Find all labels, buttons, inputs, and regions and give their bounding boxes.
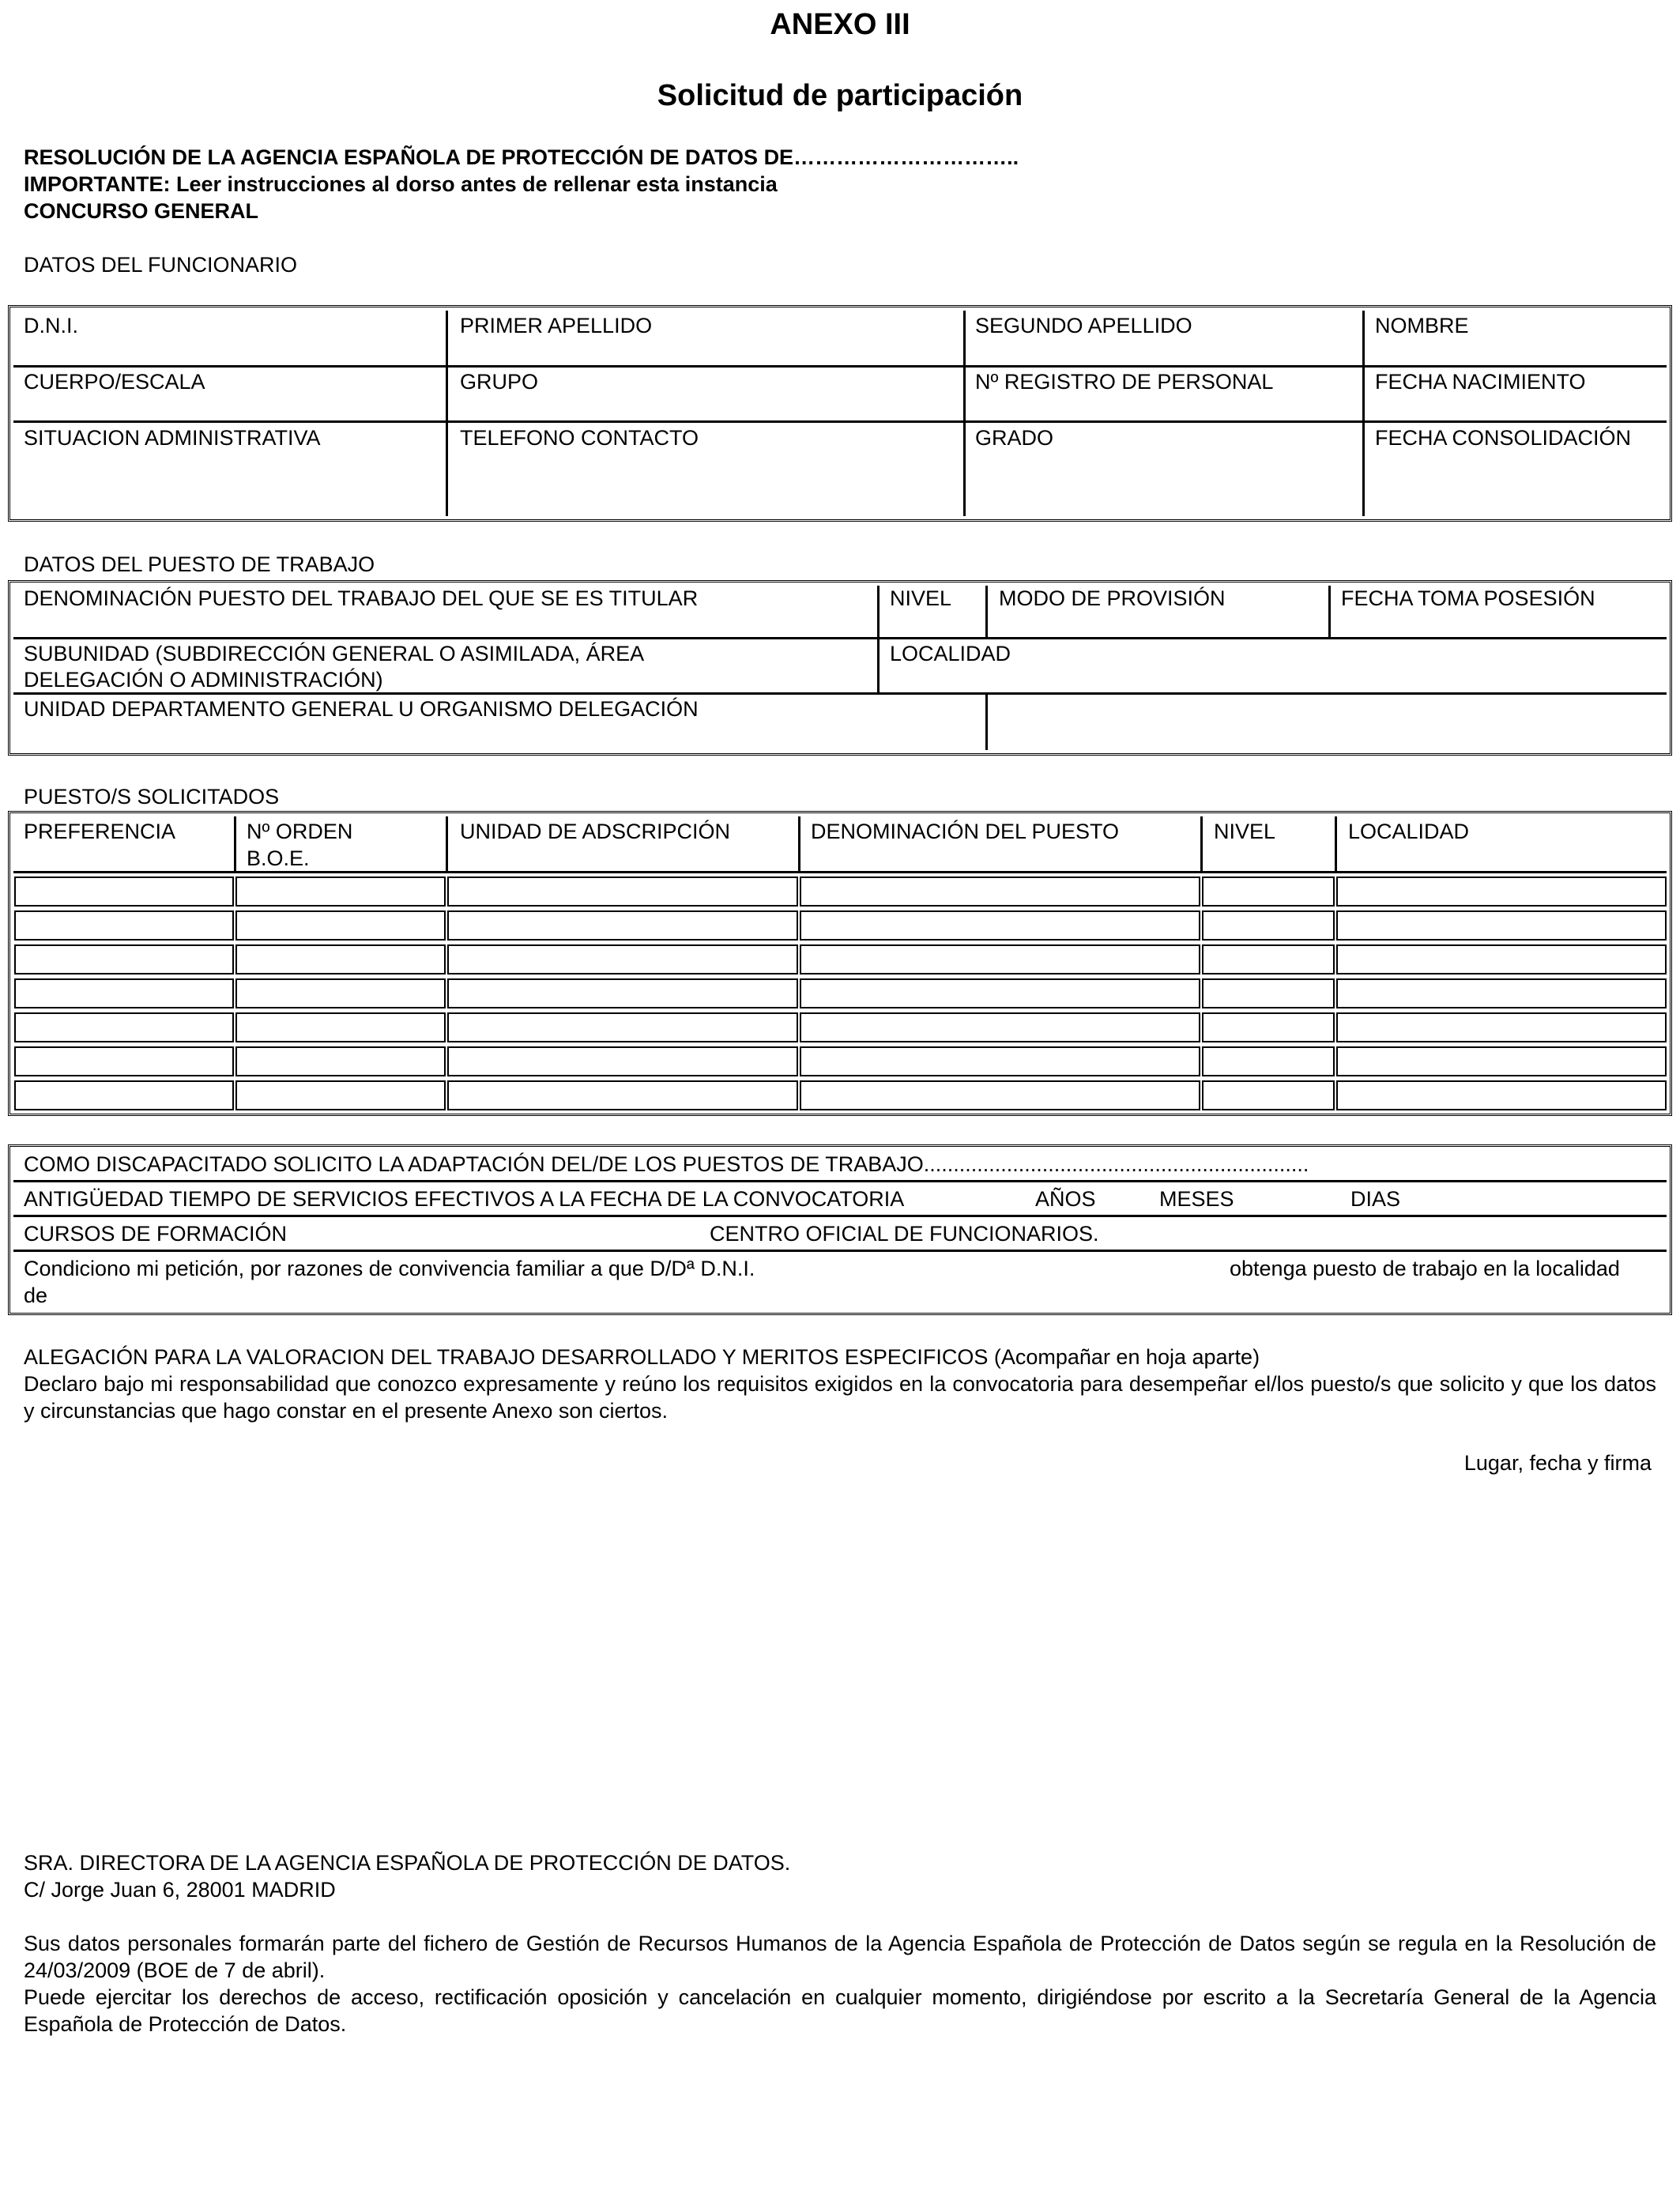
privacy-rights: Puede ejercitar los derechos de acceso, rectificación oposición y cancelación en cualquier momento, dirigiéndose por escrito a la Secretaría General de la Agencia Española de Protección de Datos. bbox=[24, 1985, 1656, 2036]
requested-col-divider bbox=[446, 816, 448, 871]
annex-title: ANEXO III bbox=[770, 8, 910, 41]
job-col-divider bbox=[985, 692, 988, 750]
field-modo-provision[interactable]: MODO DE PROVISIÓN bbox=[999, 586, 1226, 610]
resolution-line: RESOLUCIÓN DE LA AGENCIA ESPAÑOLA DE PROTECCIÓN DE DATOS DE………………………….. bbox=[24, 145, 1019, 169]
important-line bbox=[24, 171, 778, 198]
col-localidad: LOCALIDAD bbox=[1348, 820, 1470, 843]
request-cell[interactable] bbox=[1336, 944, 1667, 974]
officer-col-divider bbox=[446, 311, 448, 516]
field-subunidad-cont: DELEGACIÓN O ADMINISTRACIÓN) bbox=[24, 668, 383, 692]
field-dni[interactable]: D.N.I. bbox=[24, 314, 79, 337]
request-cell[interactable] bbox=[1202, 1046, 1335, 1076]
addressee: SRA. DIRECTORA DE LA AGENCIA ESPAÑOLA DE PROTECCIÓN DE DATOS. bbox=[24, 1851, 791, 1875]
request-cell[interactable] bbox=[1336, 1080, 1667, 1110]
field-registro-personal[interactable]: Nº REGISTRO DE PERSONAL bbox=[975, 370, 1274, 394]
requested-col-divider bbox=[234, 816, 236, 871]
request-cell[interactable] bbox=[235, 1080, 446, 1110]
request-cell[interactable] bbox=[1336, 1046, 1667, 1076]
field-fecha-nacimiento[interactable]: FECHA NACIMIENTO bbox=[1375, 370, 1586, 394]
request-cell[interactable] bbox=[800, 876, 1200, 907]
field-discapacitado[interactable]: COMO DISCAPACITADO SOLICITO LA ADAPTACIÓN DEL/DE LOS PUESTOS DE TRABAJO................................................................. bbox=[24, 1152, 1309, 1176]
field-dias[interactable]: DIAS bbox=[1350, 1187, 1401, 1211]
request-cell[interactable] bbox=[235, 910, 446, 941]
field-centro-oficial[interactable]: CENTRO OFICIAL DE FUNCIONARIOS. bbox=[710, 1222, 1099, 1246]
field-primer-apellido[interactable]: PRIMER APELLIDO bbox=[460, 314, 653, 337]
contest-type: CONCURSO GENERAL bbox=[24, 199, 259, 223]
request-cell[interactable] bbox=[1202, 978, 1335, 1008]
request-cell[interactable] bbox=[235, 1012, 446, 1042]
requested-col-divider bbox=[1335, 816, 1337, 871]
request-cell[interactable] bbox=[447, 1080, 798, 1110]
field-fecha-toma-posesion[interactable]: FECHA TOMA POSESIÓN bbox=[1341, 586, 1595, 610]
request-cell[interactable] bbox=[14, 876, 234, 907]
request-cell[interactable] bbox=[235, 978, 446, 1008]
field-anos[interactable]: AÑOS bbox=[1035, 1187, 1096, 1211]
job-col-divider bbox=[877, 586, 880, 692]
request-cell[interactable] bbox=[800, 1012, 1200, 1042]
field-nivel[interactable]: NIVEL bbox=[890, 586, 952, 610]
extras-row-divider bbox=[13, 1250, 1667, 1252]
col-unidad-adscripcion: UNIDAD DE ADSCRIPCIÓN bbox=[460, 820, 731, 843]
officer-col-divider bbox=[1362, 311, 1365, 516]
request-cell[interactable] bbox=[14, 978, 234, 1008]
request-cell[interactable] bbox=[447, 910, 798, 941]
important-text: Leer instrucciones al dorso antes de rellenar esta instancia bbox=[170, 172, 778, 196]
requested-col-divider bbox=[798, 816, 800, 871]
request-cell[interactable] bbox=[447, 944, 798, 974]
officer-heading: DATOS DEL FUNCIONARIO bbox=[24, 253, 298, 277]
officer-row-divider bbox=[13, 420, 1667, 423]
request-cell[interactable] bbox=[1202, 910, 1335, 941]
col-preferencia: PREFERENCIA bbox=[24, 820, 176, 843]
field-telefono-contacto[interactable]: TELEFONO CONTACTO bbox=[460, 426, 699, 450]
requested-heading: PUESTO/S SOLICITADOS bbox=[24, 785, 280, 809]
request-cell[interactable] bbox=[800, 1080, 1200, 1110]
field-localidad[interactable]: LOCALIDAD bbox=[890, 642, 1011, 665]
request-cell[interactable] bbox=[14, 1046, 234, 1076]
request-cell[interactable] bbox=[447, 978, 798, 1008]
page-title: Solicitud de participación bbox=[657, 79, 1023, 112]
field-unidad-departamento[interactable]: UNIDAD DEPARTAMENTO GENERAL U ORGANISMO DELEGACIÓN bbox=[24, 697, 699, 721]
request-cell[interactable] bbox=[447, 1012, 798, 1042]
field-obtenga-localidad: obtenga puesto de trabajo en la localidad bbox=[1230, 1257, 1620, 1280]
request-cell[interactable] bbox=[1336, 876, 1667, 907]
col-nivel: NIVEL bbox=[1214, 820, 1276, 843]
request-cell[interactable] bbox=[800, 978, 1200, 1008]
field-situacion-administrativa[interactable]: SITUACION ADMINISTRATIVA bbox=[24, 426, 321, 450]
request-cell[interactable] bbox=[1336, 1012, 1667, 1042]
field-antiguedad[interactable]: ANTIGÜEDAD TIEMPO DE SERVICIOS EFECTIVOS A LA FECHA DE LA CONVOCATORIA bbox=[24, 1187, 905, 1211]
request-cell[interactable] bbox=[800, 944, 1200, 974]
field-cuerpo-escala[interactable]: CUERPO/ESCALA bbox=[24, 370, 205, 394]
field-fecha-consolidacion[interactable]: FECHA CONSOLIDACIÓN bbox=[1375, 426, 1632, 450]
col-denominacion-puesto: DENOMINACIÓN DEL PUESTO bbox=[811, 820, 1120, 843]
request-cell[interactable] bbox=[14, 910, 234, 941]
request-cell[interactable] bbox=[1202, 1080, 1335, 1110]
col-orden-boe: Nº ORDEN bbox=[247, 820, 353, 843]
signature-label: Lugar, fecha y firma bbox=[1463, 1451, 1652, 1475]
declaro-text: Declaro bajo mi responsabilidad que conozco expresamente y reúno los requisitos exigidos en la convocatoria para desempeñar el/los puesto/s que solicito y que los datos y circunstancias que hago constar en el presente Anexo son ciertos. bbox=[24, 1372, 1656, 1423]
job-row-divider bbox=[13, 637, 1667, 639]
alegacion-text: ALEGACIÓN PARA LA VALORACION DEL TRABAJO DESARROLLADO Y MERITOS ESPECIFICOS (Acompañar en hoja aparte) bbox=[24, 1345, 1260, 1369]
col-orden-boe-cont: B.O.E. bbox=[247, 846, 310, 870]
request-cell[interactable] bbox=[14, 944, 234, 974]
job-col-divider bbox=[985, 586, 988, 637]
job-heading: DATOS DEL PUESTO DE TRABAJO bbox=[24, 552, 375, 576]
request-cell[interactable] bbox=[14, 1080, 234, 1110]
field-condiciono[interactable]: Condiciono mi petición, por razones de convivencia familiar a que D/Dª D.N.I. bbox=[24, 1257, 755, 1280]
extras-row-divider bbox=[13, 1180, 1667, 1182]
field-subunidad[interactable]: SUBUNIDAD (SUBDIRECCIÓN GENERAL O ASIMILADA, ÁREA bbox=[24, 642, 645, 665]
field-segundo-apellido[interactable]: SEGUNDO APELLIDO bbox=[975, 314, 1192, 337]
request-cell[interactable] bbox=[800, 910, 1200, 941]
request-cell[interactable] bbox=[447, 876, 798, 907]
privacy-notice: Sus datos personales formarán parte del fichero de Gestión de Recursos Humanos de la Agencia Española de Protección de Datos según se regula en la Resolución de 24/03/2009 (BOE de 7 de abril). bbox=[24, 1932, 1656, 1982]
important-label: IMPORTANTE: bbox=[24, 172, 171, 196]
officer-row-divider bbox=[13, 365, 1667, 368]
field-denominacion-puesto[interactable]: DENOMINACIÓN PUESTO DEL TRABAJO DEL QUE SE ES TITULAR bbox=[24, 586, 699, 610]
field-meses[interactable]: MESES bbox=[1159, 1187, 1234, 1211]
request-cell[interactable] bbox=[235, 944, 446, 974]
field-cursos-formacion[interactable]: CURSOS DE FORMACIÓN bbox=[24, 1222, 288, 1246]
field-grupo[interactable]: GRUPO bbox=[460, 370, 539, 394]
request-cell[interactable] bbox=[447, 1046, 798, 1076]
field-nombre[interactable]: NOMBRE bbox=[1375, 314, 1469, 337]
field-condiciono-de: de bbox=[24, 1284, 48, 1307]
request-cell[interactable] bbox=[14, 1012, 234, 1042]
request-cell[interactable] bbox=[235, 876, 446, 907]
request-cell[interactable] bbox=[800, 1046, 1200, 1076]
request-cell[interactable] bbox=[1336, 910, 1667, 941]
request-cell[interactable] bbox=[1202, 944, 1335, 974]
requested-col-divider bbox=[1200, 816, 1203, 871]
address: C/ Jorge Juan 6, 28001 MADRID bbox=[24, 1878, 336, 1902]
request-cell[interactable] bbox=[1202, 876, 1335, 907]
field-grado[interactable]: GRADO bbox=[975, 426, 1054, 450]
request-cell[interactable] bbox=[1336, 978, 1667, 1008]
request-cell[interactable] bbox=[235, 1046, 446, 1076]
request-cell[interactable] bbox=[1202, 1012, 1335, 1042]
extras-row-divider bbox=[13, 1215, 1667, 1217]
job-col-divider bbox=[1328, 586, 1331, 637]
officer-col-divider bbox=[963, 311, 966, 516]
